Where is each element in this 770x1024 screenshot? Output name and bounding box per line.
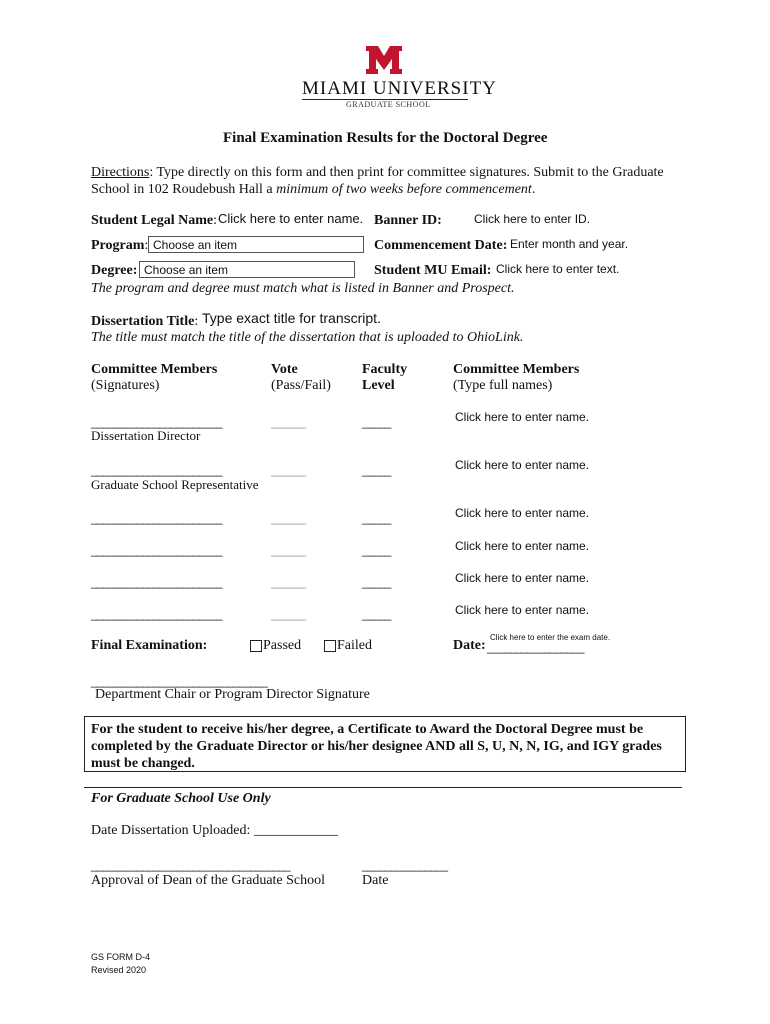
student-name-field[interactable]: Click here to enter name. bbox=[218, 211, 364, 226]
dean-date-label: Date bbox=[362, 873, 389, 888]
university-name: MIAMI UNIVERSITY bbox=[302, 78, 497, 99]
commencement-field[interactable]: Enter month and year. bbox=[510, 237, 629, 251]
commencement-label-text: Commencement Date bbox=[374, 238, 503, 253]
level-line[interactable]: _____ bbox=[362, 575, 391, 589]
grad-school-title: For Graduate School Use Only bbox=[91, 791, 271, 806]
header-vote: Vote bbox=[271, 362, 298, 377]
vote-line[interactable]: ______ bbox=[271, 607, 306, 621]
passed-label: Passed bbox=[263, 638, 302, 653]
vote-line[interactable]: ______ bbox=[271, 463, 306, 477]
vote-line[interactable]: ______ bbox=[271, 543, 306, 557]
program-label: Program: bbox=[91, 238, 149, 253]
program-select[interactable]: Choose an item bbox=[148, 236, 364, 253]
dean-approval-line[interactable]: ___________________________________ bbox=[91, 858, 290, 872]
passed-checkbox[interactable] bbox=[250, 640, 262, 652]
email-label-text: Student MU Email bbox=[374, 263, 487, 278]
header-names: Committee Members bbox=[453, 362, 580, 377]
date-uploaded-label: Date Dissertation Uploaded: ____________ bbox=[91, 823, 338, 838]
signature-line[interactable]: _______________________ bbox=[91, 543, 222, 557]
member-name-field[interactable]: Click here to enter name. bbox=[455, 603, 590, 617]
exam-date-label: Date: bbox=[453, 638, 486, 653]
degree-notice: For the student to receive his/her degree, a Certificate to Award the Doctoral Degree must be completed by the Graduate Director or his/her designee AND all S, U, N, N, IG, and IGY grades must be changed. bbox=[84, 716, 686, 772]
form-title: Final Examination Results for the Doctoral Degree bbox=[223, 130, 548, 146]
signature-line[interactable]: _______________________ bbox=[91, 463, 222, 477]
level-line[interactable]: _____ bbox=[362, 543, 391, 557]
directions-text2: School in 102 Roudebush Hall a bbox=[91, 182, 277, 197]
form-revised: Revised 2020 bbox=[91, 965, 147, 975]
exam-date-line[interactable]: _________________ bbox=[487, 640, 584, 654]
final-exam-label: Final Examination: bbox=[91, 638, 208, 653]
failed-checkbox[interactable] bbox=[324, 640, 336, 652]
miami-m-logo bbox=[364, 44, 404, 76]
member-role: Graduate School Representative bbox=[91, 477, 259, 492]
signature-line[interactable]: _______________________ bbox=[91, 511, 222, 525]
level-line[interactable]: _____ bbox=[362, 463, 391, 477]
level-line[interactable]: _____ bbox=[362, 415, 391, 429]
school-name: GRADUATE SCHOOL bbox=[346, 100, 431, 109]
header-vote-sub: (Pass/Fail) bbox=[271, 378, 331, 393]
degree-label-text: Degree bbox=[91, 263, 133, 278]
directions bbox=[91, 165, 664, 181]
directions-end: . bbox=[531, 182, 536, 197]
directions-italic: minimum of two weeks before commencement bbox=[276, 182, 532, 197]
signature-line[interactable]: _______________________ bbox=[91, 607, 222, 621]
failed-label: Failed bbox=[337, 638, 372, 653]
email-label: Student MU Email: bbox=[374, 263, 492, 278]
header-members: Committee Members bbox=[91, 362, 218, 377]
signature-line[interactable]: _______________________ bbox=[91, 415, 222, 429]
exam-date-hint[interactable]: Click here to enter the exam date. bbox=[490, 633, 611, 642]
header-faculty-sub: Level bbox=[362, 378, 395, 393]
degree-select[interactable]: Choose an item bbox=[139, 261, 355, 278]
dean-approval-label: Approval of Dean of the Graduate School bbox=[91, 873, 326, 888]
header-members-sub: (Signatures) bbox=[91, 378, 160, 393]
member-name-field[interactable]: Click here to enter name. bbox=[455, 458, 590, 472]
banner-id-label-text: Banner ID bbox=[374, 213, 438, 228]
directions-line2 bbox=[91, 182, 535, 198]
form-id: GS FORM D-4 bbox=[91, 952, 151, 962]
program-label-text: Program bbox=[91, 238, 145, 253]
email-field[interactable]: Click here to enter text. bbox=[496, 262, 620, 276]
dissertation-note: The title must match the title of the dissertation that is uploaded to OhioLink. bbox=[91, 330, 524, 345]
student-name-label-text: Student Legal Name bbox=[91, 213, 214, 228]
member-name-field[interactable]: Click here to enter name. bbox=[455, 571, 590, 585]
header-faculty: Faculty bbox=[362, 362, 408, 377]
banner-id-label: Banner ID: bbox=[374, 213, 442, 228]
directions-text: : Type directly on this form and then print for committee signatures. Submit to the Graduate bbox=[149, 165, 664, 180]
level-line[interactable]: _____ bbox=[362, 511, 391, 525]
dissertation-field[interactable]: Type exact title for transcript. bbox=[202, 310, 381, 326]
member-name-field[interactable]: Click here to enter name. bbox=[455, 539, 590, 553]
section-divider bbox=[84, 787, 682, 788]
member-name-field[interactable]: Click here to enter name. bbox=[455, 506, 590, 520]
signature-line[interactable]: _______________________ bbox=[91, 575, 222, 589]
header-names-sub: (Type full names) bbox=[453, 378, 553, 393]
banner-id-field[interactable]: Click here to enter ID. bbox=[474, 212, 591, 226]
directions-label: Directions bbox=[91, 165, 150, 180]
dean-date-line[interactable]: _______________ bbox=[362, 858, 448, 872]
commencement-label: Commencement Date: bbox=[374, 238, 508, 253]
program-note: The program and degree must match what is listed in Banner and Prospect. bbox=[91, 281, 515, 296]
chair-signature-label: Department Chair or Program Director Signature bbox=[95, 687, 370, 702]
member-role: Dissertation Director bbox=[91, 428, 201, 443]
vote-line[interactable]: ______ bbox=[271, 511, 306, 525]
chair-signature-line[interactable]: _______________________________ bbox=[91, 674, 267, 688]
member-name-field[interactable]: Click here to enter name. bbox=[455, 410, 590, 424]
vote-line[interactable]: ______ bbox=[271, 575, 306, 589]
student-name-label: Student Legal Name: bbox=[91, 213, 218, 228]
dissertation-label-text: Dissertation Title bbox=[91, 314, 195, 329]
dissertation-label: Dissertation Title: bbox=[91, 314, 199, 329]
vote-line[interactable]: ______ bbox=[271, 415, 306, 429]
degree-label: Degree: bbox=[91, 263, 138, 278]
level-line[interactable]: _____ bbox=[362, 607, 391, 621]
